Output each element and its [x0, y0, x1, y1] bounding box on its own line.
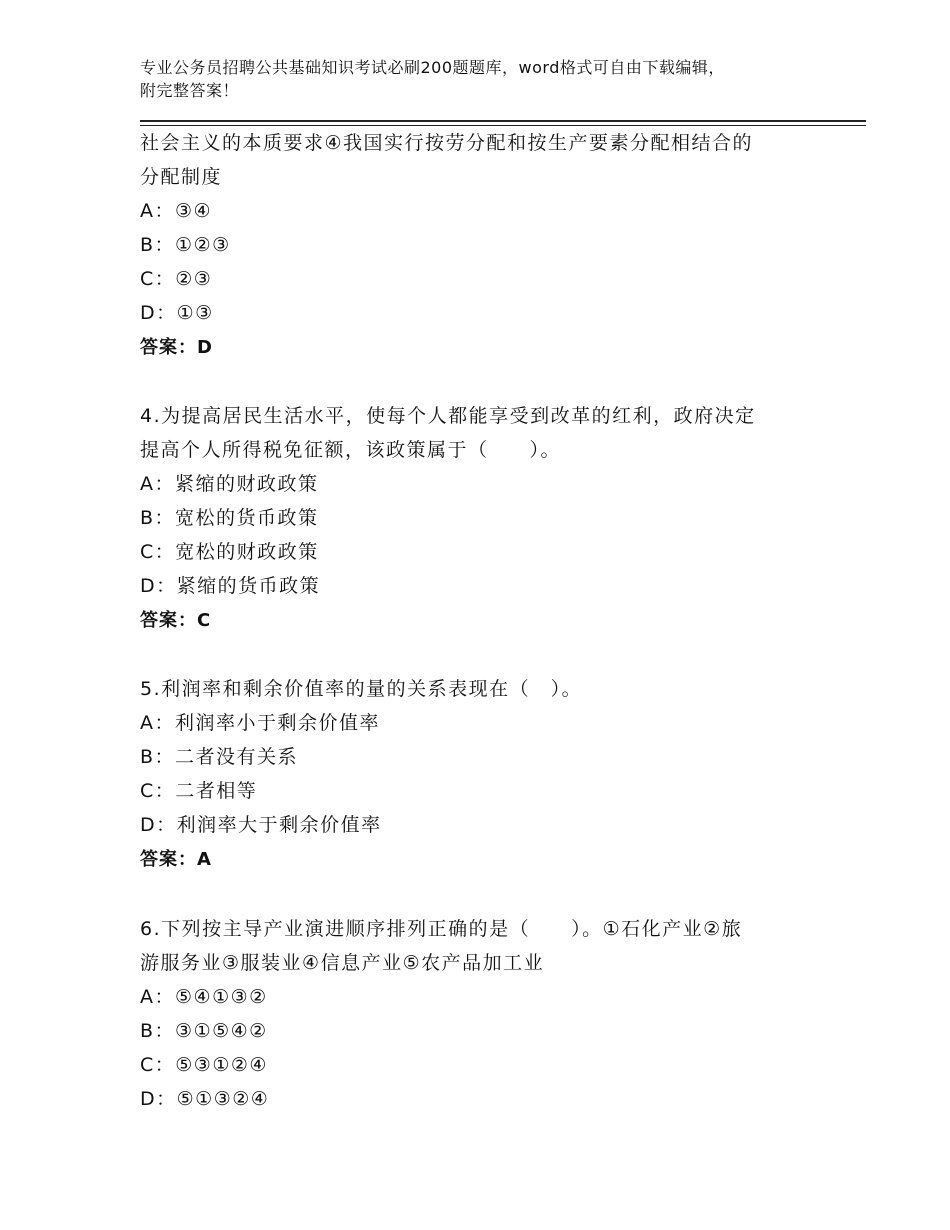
q6-option-c: C：⑤③①②④	[140, 1054, 268, 1076]
q6-option-d: D：⑤①③②④	[140, 1088, 270, 1110]
q3-option-c: C：②③	[140, 268, 213, 290]
document-header	[140, 56, 840, 102]
q6-option-b: B：③①⑤④②	[140, 1020, 268, 1042]
q4-option-c: C：宽松的财政政策	[140, 541, 319, 563]
q3-option-d: D：①③	[140, 302, 214, 324]
q4-option-d: D：紧缩的货币政策	[140, 575, 321, 597]
q5-option-c: C：二者相等	[140, 780, 258, 802]
header-line-2: 附完整答案！	[140, 81, 240, 100]
q4-stem-line-2: 提高个人所得税免征额，该政策属于（ ）。	[140, 439, 562, 461]
q5-option-a: A：利润率小于剩余价值率	[140, 712, 380, 734]
q4-stem-line-1: 4.为提高居民生活水平，使每个人都能享受到改革的红利，政府决定	[140, 405, 756, 427]
q4-option-a: A：紧缩的财政政策	[140, 473, 319, 495]
q5-stem-line-1: 5.利润率和剩余价值率的量的关系表现在（ ）。	[140, 678, 583, 700]
q3-stem-line-2: 分配制度	[140, 166, 223, 188]
q6-stem-line-1: 6.下列按主导产业演进顺序排列正确的是（ ）。①石化产业②旅	[140, 918, 743, 940]
q4-option-b: B：宽松的货币政策	[140, 507, 319, 529]
q5-answer: 答案：A	[140, 849, 212, 870]
header-divider-thick	[140, 120, 866, 122]
q6-option-a: A：⑤④①③②	[140, 986, 268, 1008]
q3-answer: 答案：D	[140, 337, 213, 358]
q3-option-b: B：①②③	[140, 234, 231, 256]
q5-option-d: D：利润率大于剩余价值率	[140, 814, 382, 836]
q5-option-b: B：二者没有关系	[140, 746, 299, 768]
q6-stem-line-2: 游服务业③服装业④信息产业⑤农产品加工业	[140, 952, 545, 974]
q3-option-a: A：③④	[140, 200, 213, 222]
header-line-1: 专业公务员招聘公共基础知识考试必刷200题题库，word格式可自由下载编辑，	[140, 58, 725, 77]
q4-answer: 答案：C	[140, 610, 212, 631]
q3-stem-line-1: 社会主义的本质要求④我国实行按劳分配和按生产要素分配相结合的	[140, 132, 754, 154]
